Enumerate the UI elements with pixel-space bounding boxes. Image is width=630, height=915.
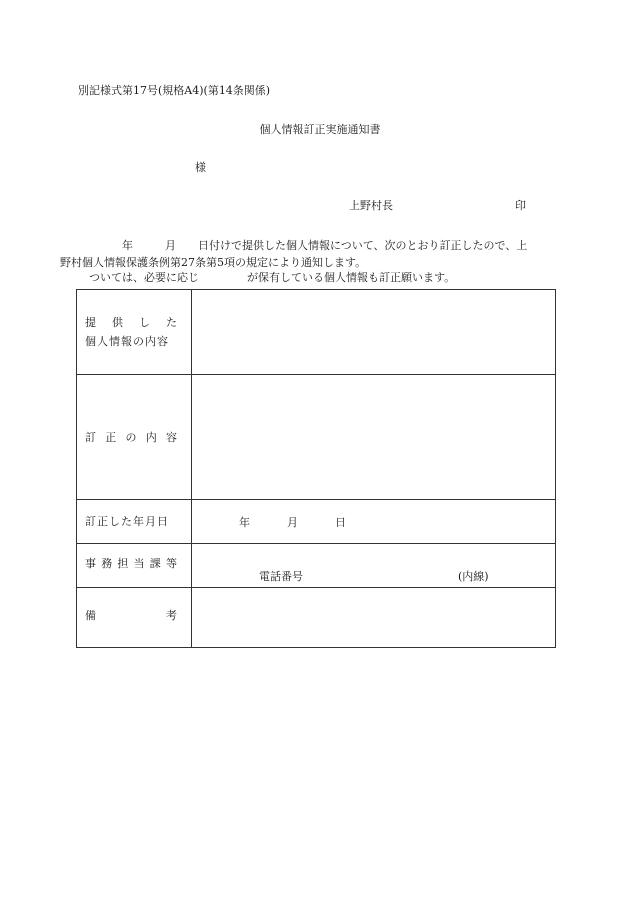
table-row	[77, 500, 556, 544]
info-table	[76, 289, 556, 648]
document-title: 個人情報訂正実施通知書	[259, 123, 381, 136]
addressee-suffix: 様	[195, 161, 206, 174]
provided-info-value[interactable]	[192, 290, 556, 375]
provided-info-label-char: し	[139, 316, 150, 329]
correction-date-label	[77, 500, 192, 544]
remarks-label	[77, 588, 192, 648]
correction-day-label: 日	[335, 515, 346, 529]
correction-month-label: 月	[287, 515, 298, 529]
request-text-after: が保有している個人情報も訂正願います。	[247, 271, 456, 284]
office-in-charge-label	[77, 544, 192, 588]
notice-paragraph	[60, 237, 560, 271]
correction-year-label: 年	[239, 515, 250, 529]
form-number: 別記様式第17号(規格A4)(第14条関係)	[78, 84, 271, 97]
correction-content-label-char: 内	[145, 430, 157, 444]
correction-content-label-char: 正	[105, 430, 117, 444]
notice-line-1: 日付けで提供した個人情報について、次のとおり訂正したので、上	[198, 239, 528, 252]
request-paragraph	[89, 272, 455, 283]
provided-info-label-char: 供	[112, 316, 123, 329]
provided-info-label	[77, 290, 192, 375]
request-text-before: ついては、必要に応じ	[89, 271, 199, 284]
correction-content-label-char: 訂	[85, 430, 96, 444]
table-row	[77, 544, 556, 588]
office-in-charge-label-char: 当	[133, 557, 145, 570]
provided-info-label-char: 提	[85, 316, 96, 329]
correction-content-label	[77, 375, 192, 500]
date-month-label: 月	[165, 239, 176, 252]
notice-line-2: 野村個人情報保護条例第27条第5項の規定により通知します。	[60, 256, 367, 269]
provided-info-label-char: た	[166, 316, 177, 329]
remarks-label-char: 考	[166, 609, 177, 622]
office-in-charge-label-char: 事	[85, 557, 96, 570]
remarks-label-char: 備	[85, 609, 96, 622]
date-year-label: 年	[122, 239, 133, 252]
correction-content-value[interactable]	[192, 375, 556, 500]
correction-content-label-char: の	[125, 430, 137, 444]
correction-date-label-text: 訂正した年月日	[85, 515, 169, 528]
office-in-charge-label-char: 担	[117, 557, 129, 570]
correction-date-value[interactable]	[192, 500, 556, 544]
issuer-name: 上野村長	[349, 199, 393, 212]
provided-info-label-line2: 個人情報の内容	[85, 335, 169, 348]
table-row	[77, 290, 556, 375]
office-in-charge-label-char: 務	[101, 557, 113, 570]
table-row	[77, 588, 556, 648]
remarks-value[interactable]	[192, 588, 556, 648]
office-in-charge-label-char: 課	[149, 557, 161, 570]
correction-content-label-char: 容	[166, 430, 177, 444]
table-row	[77, 375, 556, 500]
seal-mark: 印	[515, 199, 526, 212]
extension-label: (内線)	[458, 570, 489, 583]
office-in-charge-label-char: 等	[165, 557, 177, 570]
office-in-charge-value[interactable]	[192, 544, 556, 588]
phone-number-label: 電話番号	[259, 570, 303, 583]
